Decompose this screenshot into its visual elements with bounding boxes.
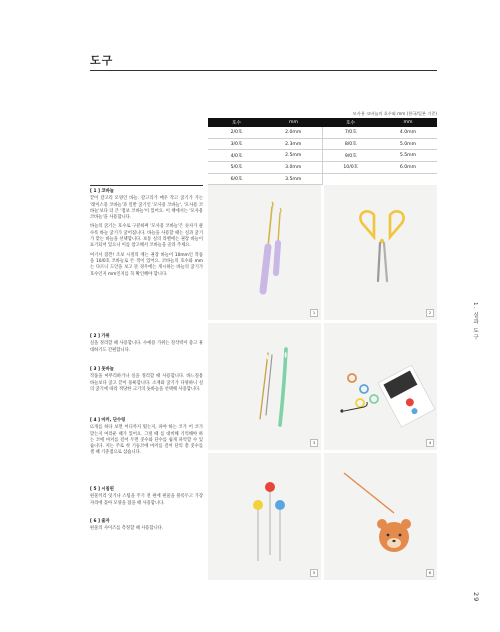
table-cell: 8/0호 <box>322 138 379 150</box>
table-cell: 2.3mm <box>265 138 322 150</box>
table-row <box>208 138 437 150</box>
table-cell: 5.0mm <box>379 138 437 150</box>
photo-number: 4 <box>426 439 434 447</box>
section-title: [ 1 ] 코바늘 <box>90 189 114 194</box>
column-rule <box>90 185 203 186</box>
section-crochet-hook <box>90 189 203 281</box>
photo-tape-measure <box>324 453 437 580</box>
section-pins <box>90 487 203 510</box>
section-title: [ 5 ] 시침핀 <box>90 487 114 492</box>
chapter-side-tab: 1. 실과 도구 <box>472 302 478 341</box>
scissors-icon <box>324 185 437 320</box>
page-title: 도구 <box>90 54 114 67</box>
table-cell <box>322 173 379 185</box>
stitch-markers-icon <box>324 323 437 450</box>
table-cell: 3.0mm <box>265 162 322 174</box>
section-tape-measure <box>90 519 203 536</box>
section-paragraph: 작품을 마무리하거나 실을 정리할 때 사용합니다. 바느질용 바늘보다 굵고 끝이 뭉툭합니다. 소재와 굵기가 다양하니 실의 굵기에 따라 적당한 크기의 돗바늘을 선택해 사용합니다. <box>90 374 203 392</box>
table-cell: 4/0호 <box>208 150 265 162</box>
section-markers <box>90 418 203 460</box>
table-cell: 10/0호 <box>322 162 379 174</box>
table-cell <box>379 173 437 185</box>
table-cell: 3.5mm <box>265 173 322 185</box>
table-cell: 7/0호 <box>322 127 379 138</box>
section-title: [ 6 ] 줄자 <box>90 519 110 524</box>
pins-icon <box>208 453 321 580</box>
section-paragraph: 편물끼리 잇거나 스팀을 주기 전 편에 편물을 블록두고 가장자리에 꽂아 모양을 잡을 때 사용합니다. <box>90 494 203 506</box>
table-cell: 6/0호 <box>208 173 265 185</box>
photo-pins <box>208 453 321 580</box>
photo-number: 5 <box>310 569 318 577</box>
table-header-row <box>208 118 437 127</box>
photo-crochet-hooks <box>208 185 321 320</box>
section-title: [ 2 ] 가위 <box>90 334 110 339</box>
photo-number: 1 <box>310 309 318 317</box>
page-number: 29 <box>472 592 480 603</box>
photo-scissors <box>324 185 437 320</box>
photo-number: 3 <box>310 439 318 447</box>
title-rule <box>90 70 437 71</box>
section-title: [ 3 ] 돗바늘 <box>90 367 114 372</box>
table-cell: 5.5mm <box>379 150 437 162</box>
table-cell: 2.5mm <box>265 150 322 162</box>
section-paragraph: 뜨개를 하다 보면 어디까지 떴는지, 파야 하는 코가 어 코가 맞는지 여러운 때가 있어요. 그럴 때 를 대비해 기억해야 하는 코에 마커를 걸어 두면 콧수와 단수를 쉽게 파악할 수 있습니다. 저는 주로 첫 기둥코에 마커를 걸어 단의 총 콧수를 셀 때 기준점으로 삼습니다. <box>90 425 203 456</box>
photo-tapestry-needles <box>208 323 321 450</box>
tapestry-needles-icon <box>208 323 321 450</box>
table-cell: 3/0호 <box>208 138 265 150</box>
table-cell: 4.0mm <box>379 127 437 138</box>
section-scissors <box>90 334 203 357</box>
hook-size-table <box>208 118 437 185</box>
table-header-cell: mm <box>265 118 322 127</box>
table-cell: 5/0호 <box>208 162 265 174</box>
section-title: [ 4 ] 마커, 단수링 <box>90 418 126 423</box>
section-paragraph: 끝이 갈고리 모양인 바늘. 갈고리가 매우 작고 굵기가 가는 '레이스용 코바늘'과 일반 굵기인 '모사용 코바늘', '모사용 코바늘'보다 더 큰 '점보 코바늘'이 있어요. 이 책에서는 '모사용 코바늘'을 사용합니다. <box>90 196 203 221</box>
table-row <box>208 127 437 138</box>
table-header-cell: mm <box>379 118 437 127</box>
table-cell: 6.0mm <box>379 162 437 174</box>
section-paragraph: 여기서 잠깐! 조보 시절의 재는 권장 바늘이 10mm인 작품을 10/0호 코바늘로 뜬 적이 있어요. 코바늘의 호수와 mm는 다르니 도안을 보고 뜰 경우에는 게시하는 바늘의 굵기가 호수인지 mm인지를 꼭 확인해야 합니다. <box>90 252 203 277</box>
table-cell: 2/0호 <box>208 127 265 138</box>
section-paragraph: 실을 정리할 때 사용합니다. 수예용 가위는 절삭력이 좋고 휴대하기도 간편합니다. <box>90 341 203 353</box>
table-row <box>208 162 437 174</box>
table-cell: 2.0mm <box>265 127 322 138</box>
table-caption: 모사용 코바늘의 호수와 mm (한국/일본 기준) <box>352 111 437 116</box>
section-tapestry-needle <box>90 367 203 396</box>
section-paragraph: 바늘의 굵기는 호수로 구분하며 '모사용 코바늘'은 숫자가 클수록 바늘 굵기가 굵어집니다. 바늘을 사용할 때는 실과 굵기가 맞는 바늘을 선택합니다. 보통 실의 라벨에는 권장 바늘이 표기되어 있으니 이를 참고해서 코바늘을 골라 주세요. <box>90 224 203 249</box>
photo-stitch-markers <box>324 323 437 450</box>
photo-number: 2 <box>426 309 434 317</box>
section-paragraph: 편물의 사이즈를 측정할 때 사용합니다. <box>90 526 164 532</box>
table-row <box>208 173 437 185</box>
table-header-cell: 호수 <box>208 118 265 127</box>
table-cell: 9/0호 <box>322 150 379 162</box>
tape-measure-icon <box>324 453 437 580</box>
table-row <box>208 150 437 162</box>
table-header-cell: 호수 <box>322 118 379 127</box>
photo-number: 6 <box>426 569 434 577</box>
crochet-hooks-icon <box>208 185 321 320</box>
